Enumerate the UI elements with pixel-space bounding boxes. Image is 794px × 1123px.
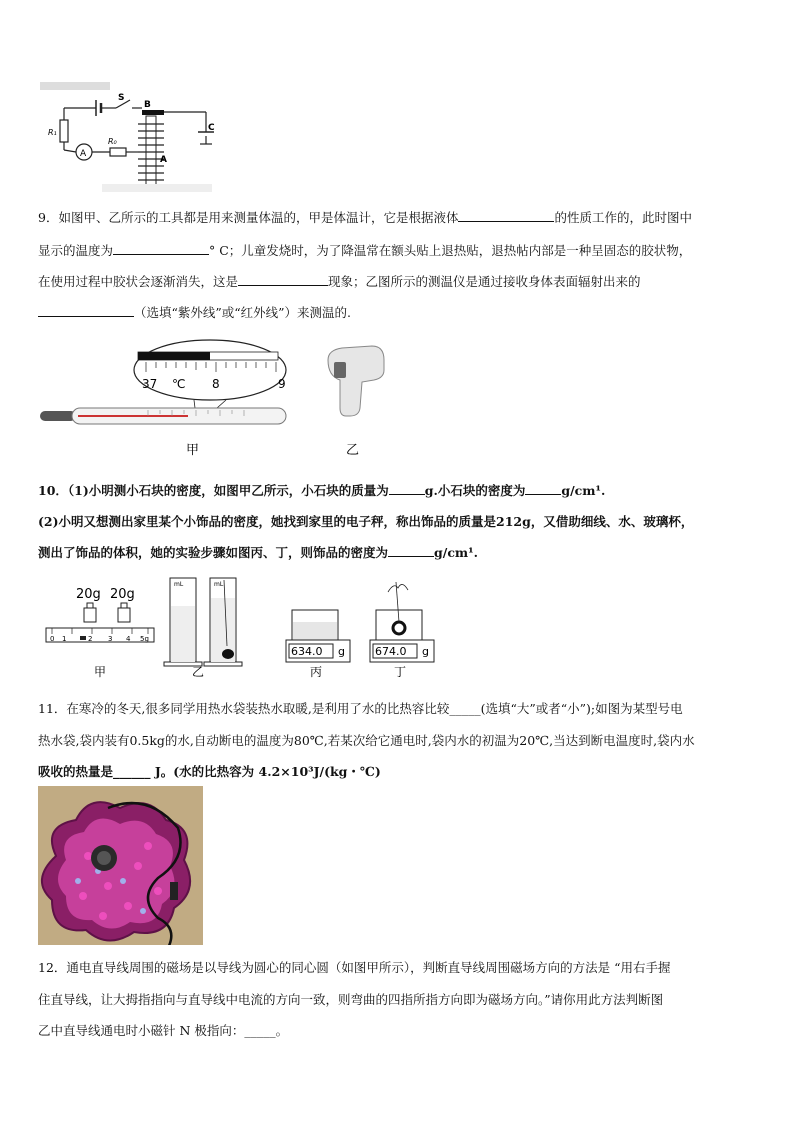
q12-line-3 <box>38 1021 288 1039</box>
scale-tick: 3 <box>108 635 113 643</box>
thermo-label-9: 9 <box>278 377 286 391</box>
q10-text: g/cm¹. <box>561 483 606 498</box>
cylinder-unit: mL <box>174 581 184 588</box>
caption-bing: 丙 <box>310 665 323 679</box>
hot-water-bag-photo <box>38 786 203 945</box>
q9-text: 现象；乙图所示的测温仪是通过接收身体表面辐射出来的 <box>328 274 641 289</box>
q11-text: 吸收的热量是______ J。(水的比热容为 4.2×10³J/(kg・℃) <box>38 764 381 779</box>
unit-g: g <box>338 645 345 658</box>
circuit-figure <box>38 80 228 195</box>
q12-text: 12．通电直导线周围的磁场是以导线为圆心的同心圆（如图甲所示），判断直导线周围磁场方向的方法是 “用右手握 <box>38 960 671 975</box>
unit-g: g <box>422 645 429 658</box>
q12-text: 住直导线，让大拇指指向与直导线中电流的方向一致，则弯曲的四指所指方向即为磁场方向。”请你用此方法判断图 <box>38 992 664 1007</box>
q10-text: (2)小明又想测出家里某个小饰品的密度，她找到家里的电子秤，称出饰品的质量是212g，又借助细线、水、玻璃杯， <box>38 514 694 529</box>
answer-blank[interactable] <box>113 242 209 255</box>
ammeter-label: A <box>80 149 87 159</box>
q9-text: 的性质工作的，此时图中 <box>554 210 692 225</box>
q10-text: 10．（1)小明测小石块的密度，如图甲乙所示，小石块的质量为 <box>38 483 389 498</box>
q9-line-1 <box>38 208 692 226</box>
q9-text: （选填“紫外线”或“红外线”）来测温的. <box>134 305 352 320</box>
q11-line-2 <box>38 731 695 749</box>
q10-line-1 <box>38 481 605 499</box>
caption-yi: 乙 <box>346 443 360 458</box>
q10-line-2 <box>38 512 693 530</box>
caption-jia: 甲 <box>186 443 200 458</box>
answer-blank[interactable] <box>389 482 425 495</box>
q10-text: g/cm¹. <box>434 545 478 560</box>
thermo-label-37: 37 <box>142 377 158 391</box>
caption-ding: 丁 <box>394 665 407 679</box>
scale-tick: 2 <box>88 635 93 643</box>
caption-jia: 甲 <box>94 665 107 679</box>
q11-line-1 <box>38 699 683 717</box>
resistor-r0-label: R₀ <box>108 137 117 146</box>
answer-blank[interactable] <box>238 273 328 286</box>
scale-tick: 0 <box>50 635 55 643</box>
answer-blank[interactable] <box>388 544 434 557</box>
ir-thermometer-icon <box>328 346 384 416</box>
q11-text: 11．在寒冷的冬天,很多同学用热水袋装热水取暖,是利用了水的比热容比较_____(选填“大”或者“小”);如图为某型号电 <box>38 701 683 716</box>
armature-label: B <box>144 100 151 110</box>
q10-text: 测出了饰品的体积，她的实验步骤如图丙、丁，则饰品的密度为 <box>38 545 389 560</box>
scale-reading-ding: 674.0 <box>375 645 407 658</box>
thermo-label-unit: ℃ <box>172 377 186 391</box>
weight-label: 20g <box>76 587 101 602</box>
q9-text: 在使用过程中胶状会逐渐消失，这是 <box>38 274 239 289</box>
terminal-c-label: C <box>208 123 215 133</box>
q9-line-2 <box>38 241 691 259</box>
weight-label: 20g <box>110 587 135 602</box>
q10-text: g.小石块的密度为 <box>424 483 526 498</box>
coil-label: A <box>160 155 167 165</box>
q9-text: 9．如图甲、乙所示的工具都是用来测量体温的，甲是体温计，它是根据液体 <box>38 210 459 225</box>
q9-line-4 <box>38 303 351 321</box>
scale-tick: 5g <box>140 635 149 643</box>
thermometer-figure <box>38 338 398 463</box>
q9-line-3 <box>38 272 641 290</box>
resistor-r1-label: R₁ <box>48 128 57 137</box>
q12-line-2 <box>38 990 663 1008</box>
switch-label: S <box>118 93 125 103</box>
scale-reading-bing: 634.0 <box>291 645 323 658</box>
q9-text: 显示的温度为 <box>38 243 114 258</box>
answer-blank[interactable] <box>525 482 561 495</box>
answer-blank[interactable] <box>38 304 134 317</box>
cylinder-unit: mL <box>214 581 224 588</box>
scale-tick: 4 <box>126 635 131 643</box>
scale-tick: 1 <box>62 635 67 643</box>
caption-yi: 乙 <box>192 665 205 679</box>
q11-text: 热水袋,袋内装有0.5kg的水,自动断电的温度为80℃,若某次给它通电时,袋内水的初温为20℃,当达到断电温度时,袋内水 <box>38 733 695 748</box>
answer-blank[interactable] <box>458 209 554 222</box>
q12-text: 乙中直导线通电时小磁针 N 极指向：_____。 <box>38 1023 289 1038</box>
thermo-label-8: 8 <box>212 377 220 391</box>
q10-line-3 <box>38 543 478 561</box>
q11-line-3 <box>38 762 381 780</box>
density-experiment-figure <box>44 574 436 680</box>
q9-text: ° C；儿童发烧时，为了降温常在额头贴上退热贴，退热帖内部是一种呈固态的胶状物， <box>209 243 692 258</box>
q12-line-1 <box>38 958 671 976</box>
